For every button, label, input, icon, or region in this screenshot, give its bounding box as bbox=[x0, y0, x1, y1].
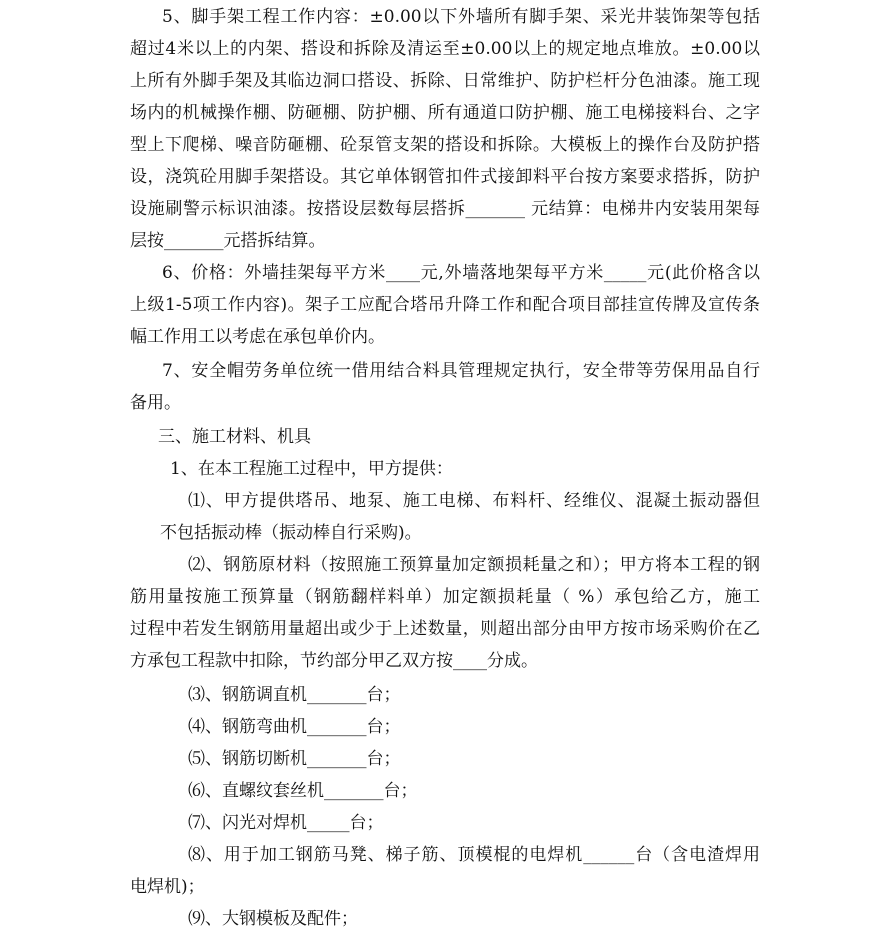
paragraph-5-line-4: 场内的机械操作棚、防砸棚、防护棚、所有通道口防护棚、施工电梯接料台、之字 bbox=[130, 103, 760, 123]
item-1-1-line-1: ⑴、甲方提供塔吊、地泵、施工电梯、布料杆、经维仪、混凝土振动器但 bbox=[188, 491, 760, 511]
item-1-8-line-1: ⑻、用于加工钢筋马凳、梯子筋、顶模棍的电焊机______台（含电渣焊用 bbox=[188, 845, 760, 865]
item-1-4-text: ⑷、钢筋弯曲机_______台； bbox=[188, 717, 401, 737]
paragraph-7-line-1: 7、安全帽劳务单位统一借用结合料具管理规定执行，安全带等劳保用品自行 bbox=[162, 361, 760, 381]
paragraph-5-line-3: 上所有外脚手架及其临边洞口搭设、拆除、日常维护、防护栏杆分色油漆。施工现 bbox=[130, 71, 760, 91]
paragraph-5-line-7: 设施刷警示标识油漆。按搭设层数每层搭拆_______ 元结算：电梯井内安装用架每 bbox=[130, 199, 760, 219]
item-1-2-line-1: ⑵、钢筋原材料（按照施工预算量加定额损耗量之和）；甲方将本工程的钢 bbox=[188, 555, 760, 575]
item-1-5-text: ⑸、钢筋切断机_______台； bbox=[188, 749, 401, 769]
item-1-2-line-4: 方承包工程款中扣除，节约部分甲乙双方按____分成。 bbox=[130, 651, 538, 671]
item-1-1-line-2: 不包括振动棒（振动棒自行采购)。 bbox=[160, 523, 422, 543]
paragraph-5-line-1: 5、脚手架工程工作内容：±0.00以下外墙所有脚手架、采光井装饰架等包括 bbox=[162, 7, 760, 27]
item-1-6-text: ⑹、直螺纹套丝机_______台； bbox=[188, 781, 418, 801]
item-1-2-line-2: 筋用量按施工预算量（钢筋翻样料单）加定额损耗量（ %）承包给乙方，施工 bbox=[130, 587, 760, 607]
paragraph-7-line-2: 备用。 bbox=[130, 393, 181, 413]
item-1-7-text: ⑺、闪光对焊机_____台； bbox=[188, 813, 384, 833]
item-1-2-line-3: 过程中若发生钢筋用量超出或少于上述数量，则超出部分由甲方按市场采购价在乙 bbox=[130, 619, 760, 639]
paragraph-6-line-1: 6、价格：外墙挂架每平方米____元,外墙落地架每平方米_____元(此价格含以 bbox=[162, 263, 760, 283]
paragraph-5-line-2: 超过4米以上的内架、搭设和拆除及清运至±0.00以上的规定地点堆放。±0.00以 bbox=[130, 39, 760, 59]
paragraph-5-line-5: 型上下爬梯、噪音防砸棚、砼泵管支架的搭设和拆除。大模板上的操作台及防护搭 bbox=[130, 135, 760, 155]
item-1-text: 1、在本工程施工过程中，甲方提供： bbox=[170, 459, 453, 479]
paragraph-5-line-6: 设，浇筑砼用脚手架搭设。其它单体钢管扣件式接卸料平台按方案要求搭拆，防护 bbox=[130, 167, 760, 187]
paragraph-6-line-3: 幅工作用工以考虑在承包单价内。 bbox=[130, 327, 385, 347]
item-1-9-text: ⑼、大钢模板及配件； bbox=[188, 909, 358, 929]
item-1-8-line-2: 电焊机)； bbox=[130, 877, 205, 897]
section-3-heading: 三、施工材料、机具 bbox=[158, 427, 311, 447]
item-1-3-text: ⑶、钢筋调直机_______台； bbox=[188, 685, 401, 705]
paragraph-6-line-2: 上级1-5项工作内容)。架子工应配合塔吊升降工作和配合项目部挂宣传牌及宣传条 bbox=[130, 295, 760, 315]
paragraph-5-line-8: 层按_______元搭拆结算。 bbox=[130, 231, 326, 251]
